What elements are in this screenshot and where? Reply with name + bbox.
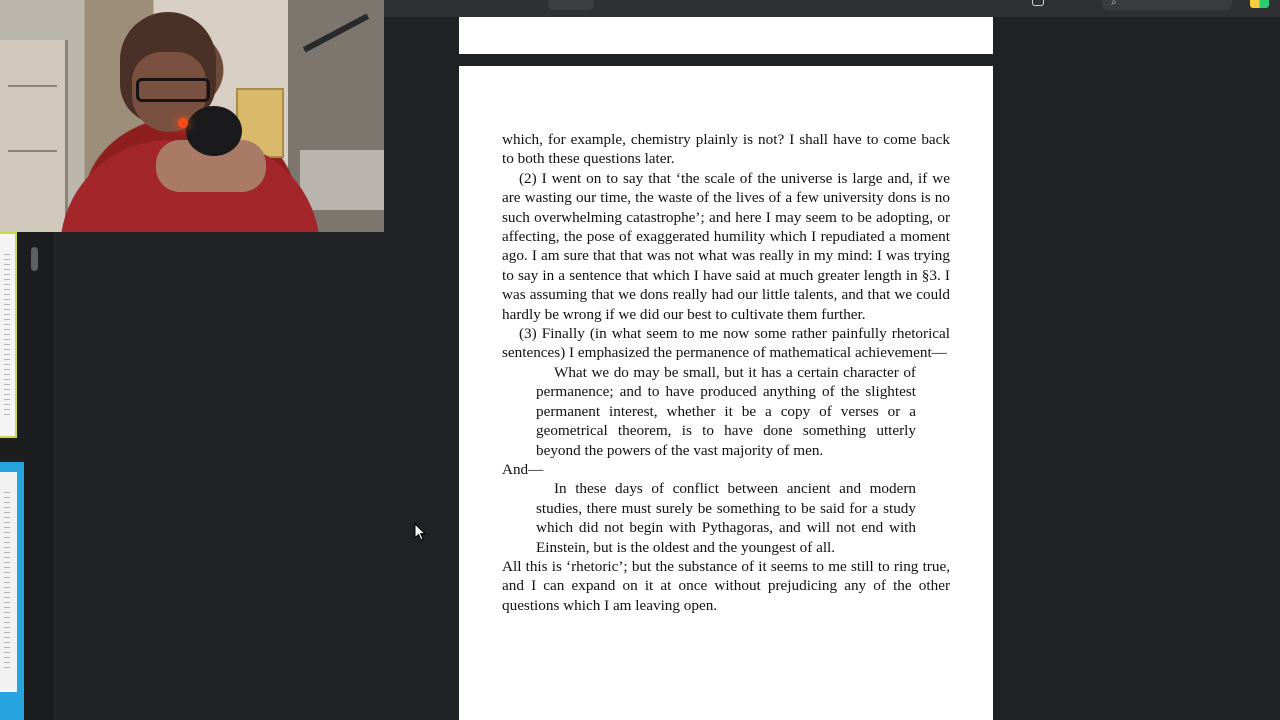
thumbnail-text-lines [4,254,10,416]
mouse-cursor-icon [414,523,426,541]
extension-icon[interactable] [1250,0,1269,8]
webcam-scene-bed [300,150,384,210]
block-quote: In these days of conflict between ancient and modern studies, there must surely be something to be said for a study which did not begin with Pythagoras, and will not end with Einstein, but is the oldest and the youngest of all. [536,480,916,556]
paragraph: (2) I went on to say that ‘the scale of the universe is large and, if we are wasting our time, the waste of the lives of a few university dons is no such overwhelming catastrophe’; and here I may seem to be adopting, or affecting, the pose of exaggerated humility which I repudiated a moment ago. I am sure that that was not what was really in my mind: I was trying to say in a sentence that which I have said at much greater length in §3. I was assuming that we dons really had our little talents, and that we could hardly be wrong if we did our best to cultivate them further. [502,169,950,323]
webcam-scene-cabinet [0,40,68,232]
webcam-microphone [186,106,242,156]
paragraph: And— [502,460,544,478]
webcam-overlay [0,0,384,232]
find-input[interactable] [1102,0,1232,10]
browser-tab[interactable] [548,0,594,10]
document-page [459,66,993,720]
find-icon: ⌕ [1111,0,1117,8]
page-body-text [502,130,950,615]
document-page-previous [459,17,993,54]
thumbnail-text-lines [4,492,10,672]
webcam-scene-lamp [303,13,369,52]
menu-icon[interactable] [1032,0,1044,6]
paragraph: (3) Finally (in what seem to me now some rather painfully rhetorical sentences) I emphasized the permanence of mathematical achievement— [502,325,950,362]
webcam-person-glasses [136,78,210,102]
block-quote: What we do may be small, but it has a certain character of permanence; and to have produced anything of the slightest permanent interest, whether it be a copy of verses or a geometrical theorem, is to have done something utterly beyond the powers of the vast majority of men. [536,363,916,459]
paragraph: which, for example, chemistry plainly is not? I shall have to come back to both these questions later. [502,131,950,168]
webcam-microphone-light [178,118,188,128]
page-thumbnail-active[interactable] [0,472,17,692]
page-thumbnail[interactable] [0,232,17,438]
thumbnails-scrollbar[interactable] [31,247,38,271]
paragraph: All this is ‘rhetoric’; but the substance of it seems to me still to ring true, and I can expand on it at once without prejudicing any of the other questions which I am leaving open. [502,557,950,614]
